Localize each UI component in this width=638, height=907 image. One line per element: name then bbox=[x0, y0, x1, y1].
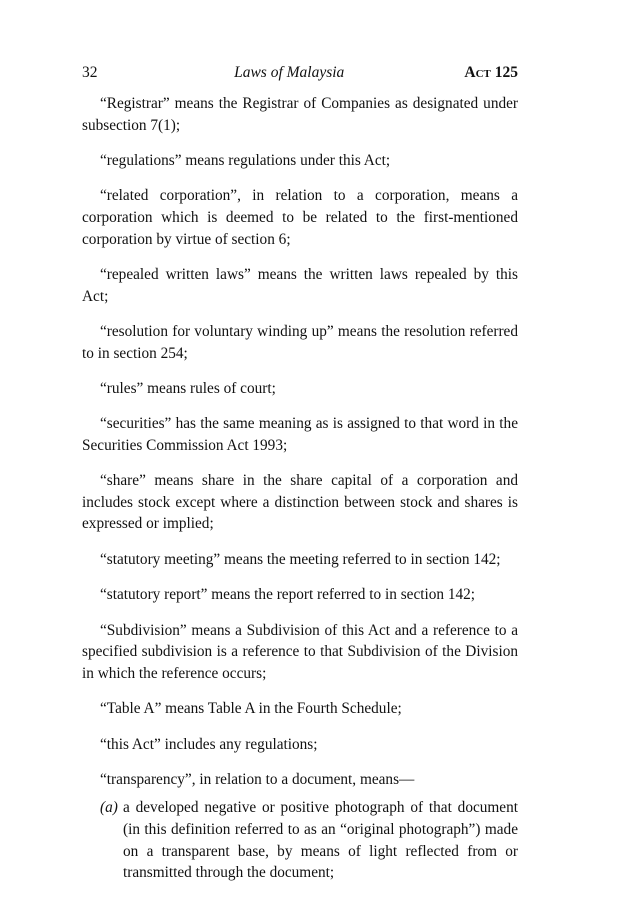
definition-securities: “securities” has the same meaning as is assigned to that word in the Securities Commission Act 1993; bbox=[82, 415, 518, 454]
definition-related-corporation: “related corporation”, in relation to a corporation, means a corporation which is deemed to be related to the first-mentioned corporation by virtue of section 6; bbox=[82, 187, 518, 248]
definition-transparency: “transparency”, in relation to a document, means— bbox=[100, 771, 415, 789]
page-number: 32 bbox=[82, 64, 98, 81]
definition-regulations: “regulations” means regulations under this Act; bbox=[100, 151, 391, 169]
act-label: Act bbox=[464, 64, 491, 81]
definition-table-a: “Table A” means Table A in the Fourth Schedule; bbox=[100, 700, 402, 718]
definition-repealed-written-laws: “repealed written laws” means the written laws repealed by this Act; bbox=[82, 265, 518, 305]
definition-rules: “rules” means rules of court; bbox=[100, 379, 276, 397]
definition-statutory-meeting: “statutory meeting” means the meeting referred to in section 142; bbox=[100, 550, 501, 568]
definition-subdivision: “Subdivision” means a Subdivision of this Act and a reference to a specified subdivision is a reference to that Subdivision of the Division in which the reference occurs; bbox=[82, 621, 518, 682]
definition-statutory-report: “statutory report” means the report referred to in section 142; bbox=[100, 586, 476, 604]
document-page bbox=[82, 62, 518, 884]
header-title: Laws of Malaysia bbox=[234, 64, 345, 81]
subparagraph-text: a developed negative or positive photograph of that document (in this definition referred to as an “original photograph”) made on a transparent base, by means of light reflected from or transmitted through the document; bbox=[123, 799, 518, 882]
subparagraph-marker: (a) bbox=[100, 799, 118, 817]
definition-share: “share” means share in the share capital of a corporation and includes stock except where a distinction between stock and shares is expressed or implied; bbox=[82, 472, 518, 533]
definition-registrar: “Registrar” means the Registrar of Companies as designated under subsection 7(1); bbox=[82, 95, 518, 134]
subparagraph-a bbox=[82, 797, 518, 883]
act-number-value: 125 bbox=[494, 64, 518, 81]
definition-this-act: “this Act” includes any regulations; bbox=[100, 735, 318, 753]
running-header bbox=[82, 62, 518, 84]
act-number bbox=[464, 62, 518, 84]
definition-resolution-winding-up: “resolution for voluntary winding up” means the resolution referred to in section 254; bbox=[82, 322, 518, 362]
